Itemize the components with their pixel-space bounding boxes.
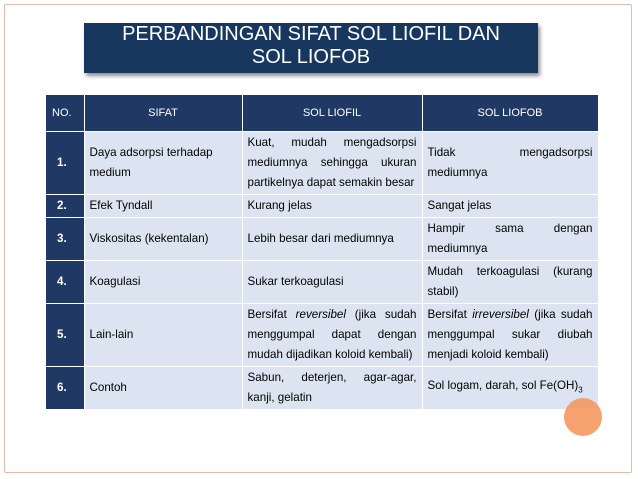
cell-sol-liofob [422, 304, 598, 367]
row-number: 1. [46, 132, 84, 195]
row-number: 3. [46, 218, 84, 261]
table-row [46, 261, 598, 304]
liofil-suffix: (jika sudah menggumpal dapat dengan mudah dijadikan koloid kembali) [247, 308, 417, 361]
cell-sol-liofob-line2: mediumnya [427, 166, 488, 179]
row-number: 6. [46, 367, 84, 410]
cell-sol-liofob: Hampir sama dengan mediumnya [422, 218, 598, 261]
liofob-prefix: Bersifat [427, 308, 473, 321]
cell-sifat: Contoh [84, 367, 242, 410]
cell-sol-liofil: Sabun, deterjen, agar-agar, kanji, gelatin [242, 367, 422, 410]
cell-sifat: Koagulasi [84, 261, 242, 304]
comparison-table [46, 95, 599, 409]
title-line-1: PERBANDINGAN SIFAT SOL LIOFIL DAN [122, 23, 500, 45]
liofob-subscript: 3 [578, 385, 583, 395]
liofil-emphasis: reversibel [295, 308, 346, 321]
header-sol-liofil: SOL LIOFIL [242, 95, 422, 132]
cell-sol-liofob: Mudah terkoagulasi (kurang stabil) [422, 261, 598, 304]
cell-sifat: Daya adsorpsi terhadap medium [84, 132, 242, 195]
cell-sol-liofob-line1: Tidak mengadsorpsi [427, 146, 593, 159]
liofob-suffix: (jika sudah menggumpal sukar diubah menjadi koloid kembali) [427, 308, 593, 361]
cell-sol-liofil: Lebih besar dari mediumnya [242, 218, 422, 261]
table-row [46, 195, 598, 218]
liofob-main: Sol logam, darah, sol Fe(OH) [427, 378, 579, 392]
cell-sol-liofil: Kuat, mudah mengadsorpsi mediumnya sehingga ukuran partikelnya dapat semakin besar [242, 132, 422, 195]
table-header-row [46, 95, 598, 132]
cell-sol-liofob [422, 132, 598, 195]
liofob-emphasis: irreversibel [472, 308, 529, 321]
liofil-prefix: Bersifat [247, 308, 296, 321]
slide-title [84, 23, 538, 73]
table-row [46, 367, 598, 410]
title-line-2: SOL LIOFOB [251, 46, 371, 68]
row-number: 5. [46, 304, 84, 367]
table-row [46, 132, 598, 195]
decorative-circle [564, 398, 602, 436]
header-sifat: SIFAT [84, 95, 242, 132]
cell-sol-liofob: Sangat jelas [422, 195, 598, 218]
cell-sol-liofil: Sukar terkoagulasi [242, 261, 422, 304]
cell-sifat: Viskositas (kekentalan) [84, 218, 242, 261]
cell-sifat: Efek Tyndall [84, 195, 242, 218]
cell-sol-liofil: Kurang jelas [242, 195, 422, 218]
row-number: 2. [46, 195, 84, 218]
table-row [46, 218, 598, 261]
table-row [46, 304, 598, 367]
header-sol-liofob: SOL LIOFOB [422, 95, 598, 132]
header-no: NO. [46, 95, 84, 132]
cell-sol-liofil [242, 304, 422, 367]
row-number: 4. [46, 261, 84, 304]
cell-sifat: Lain-lain [84, 304, 242, 367]
